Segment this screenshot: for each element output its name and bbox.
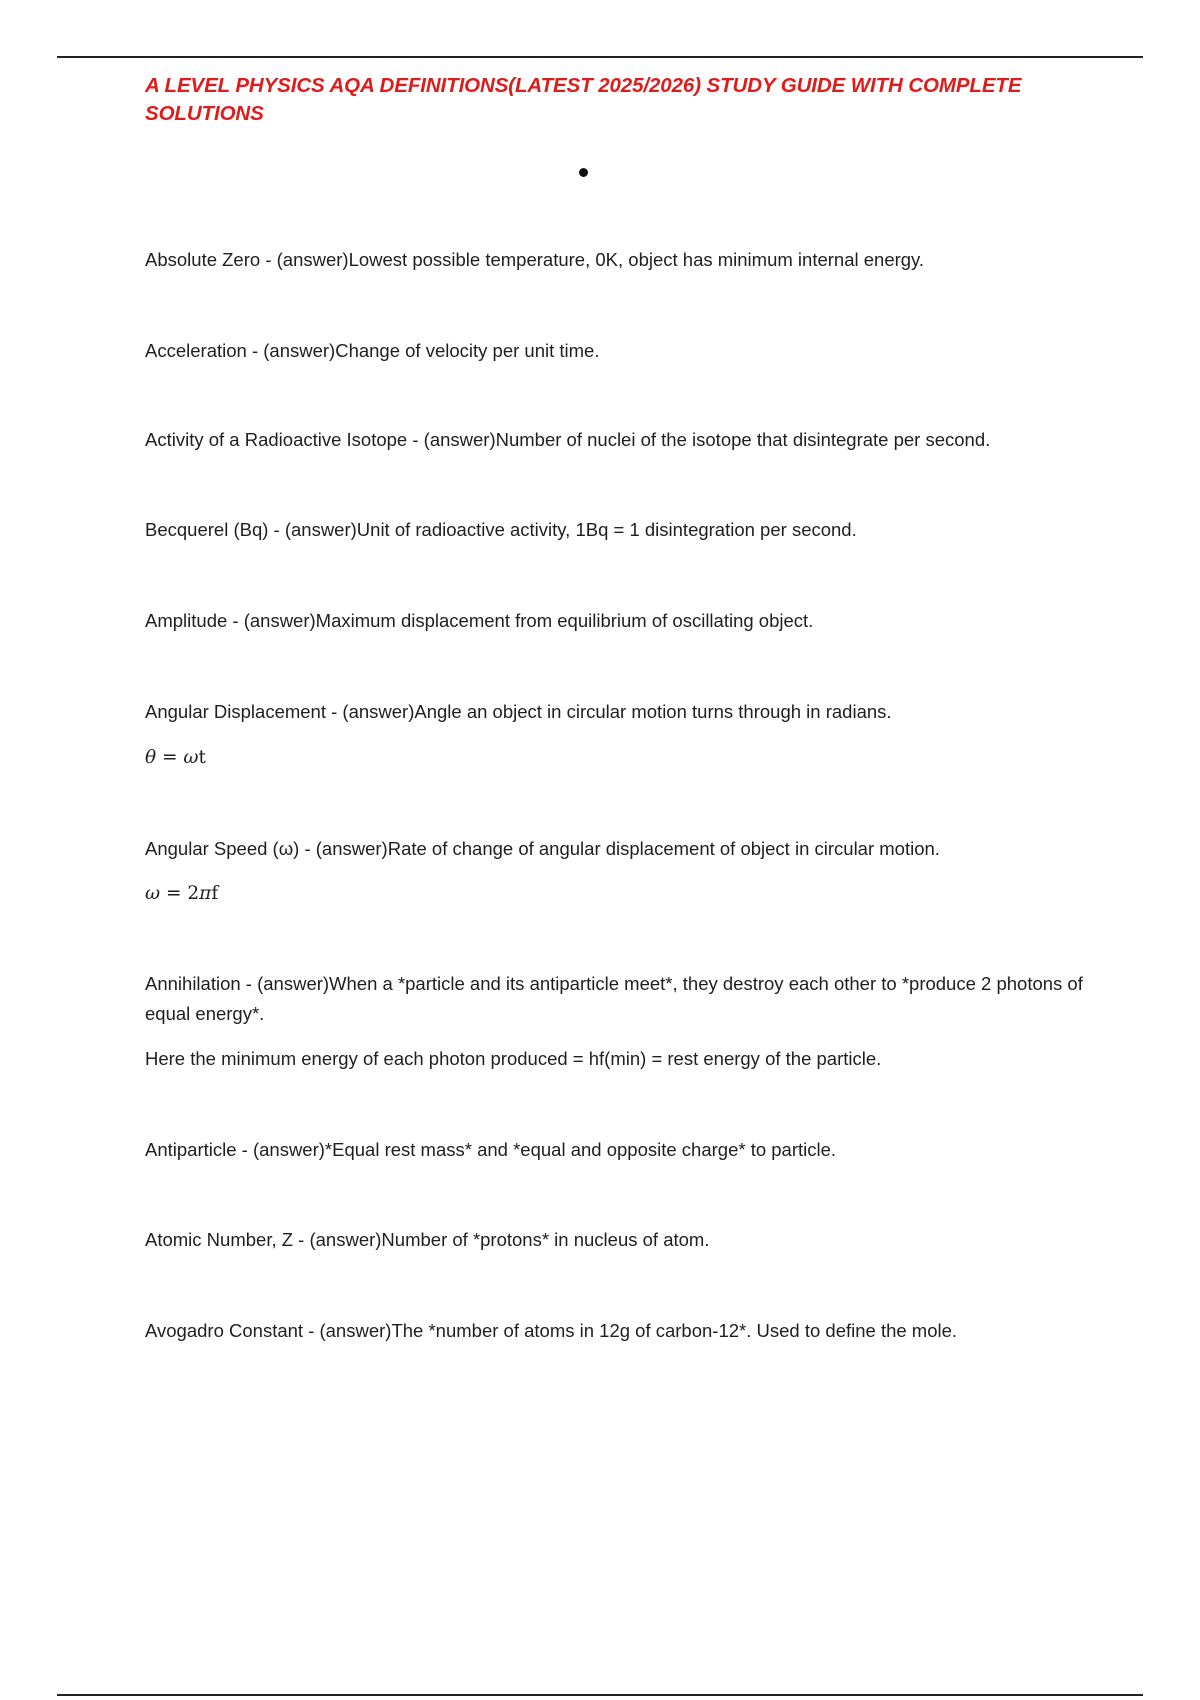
theta-symbol: θ <box>145 747 157 768</box>
formula-angular-speed <box>145 879 1085 909</box>
definition-acceleration: Acceleration - (answer)Change of velocity per unit time. <box>145 340 600 361</box>
annihilation-note: Here the minimum energy of each photon produced = hf(min) = rest energy of the particle. <box>145 1048 882 1069</box>
document-title: A LEVEL PHYSICS AQA DEFINITIONS(LATEST 2025/2026) STUDY GUIDE WITH COMPLETE SOLUTIONS <box>145 74 1022 125</box>
bottom-rule <box>57 1694 1143 1696</box>
top-rule <box>57 56 1143 58</box>
definition-absolute-zero: Absolute Zero - (answer)Lowest possible temperature, 0K, object has minimum internal energy. <box>145 249 925 270</box>
definition-atomic-number: Atomic Number, Z - (answer)Number of *protons* in nucleus of atom. <box>145 1229 710 1250</box>
definition-amplitude: Amplitude - (answer)Maximum displacement from equilibrium of oscillating object. <box>145 610 814 631</box>
formula-equals-two: = 2 <box>160 883 200 904</box>
bullet-point <box>579 168 588 177</box>
definition-activity-radioactive-isotope: Activity of a Radioactive Isotope - (answer)Number of nuclei of the isotope that disintegrate per second. <box>145 429 991 450</box>
definition-avogadro-constant: Avogadro Constant - (answer)The *number of atoms in 12g of carbon-12*. Used to define the mole. <box>145 1320 958 1341</box>
definition-angular-displacement: Angular Displacement - (answer)Angle an object in circular motion turns through in radians. <box>145 701 892 722</box>
formula-angular-displacement <box>145 743 1085 773</box>
definition-antiparticle: Antiparticle - (answer)*Equal rest mass* and *equal and opposite charge* to particle. <box>145 1139 837 1160</box>
definition-angular-speed: Angular Speed (ω) - (answer)Rate of change of angular displacement of object in circular motion. <box>145 838 940 859</box>
pi-symbol: π <box>199 883 212 904</box>
formula-time: t <box>198 747 206 768</box>
formula-equals: = <box>156 747 184 768</box>
formula-frequency: f <box>211 883 219 904</box>
omega-symbol: ω <box>145 883 161 904</box>
omega-symbol: ω <box>183 747 199 768</box>
definition-annihilation: Annihilation - (answer)When a *particle and its antiparticle meet*, they destroy each other to *produce 2 photons of equal energy*. <box>145 973 1083 1024</box>
definition-becquerel: Becquerel (Bq) - (answer)Unit of radioactive activity, 1Bq = 1 disintegration per second. <box>145 519 857 540</box>
